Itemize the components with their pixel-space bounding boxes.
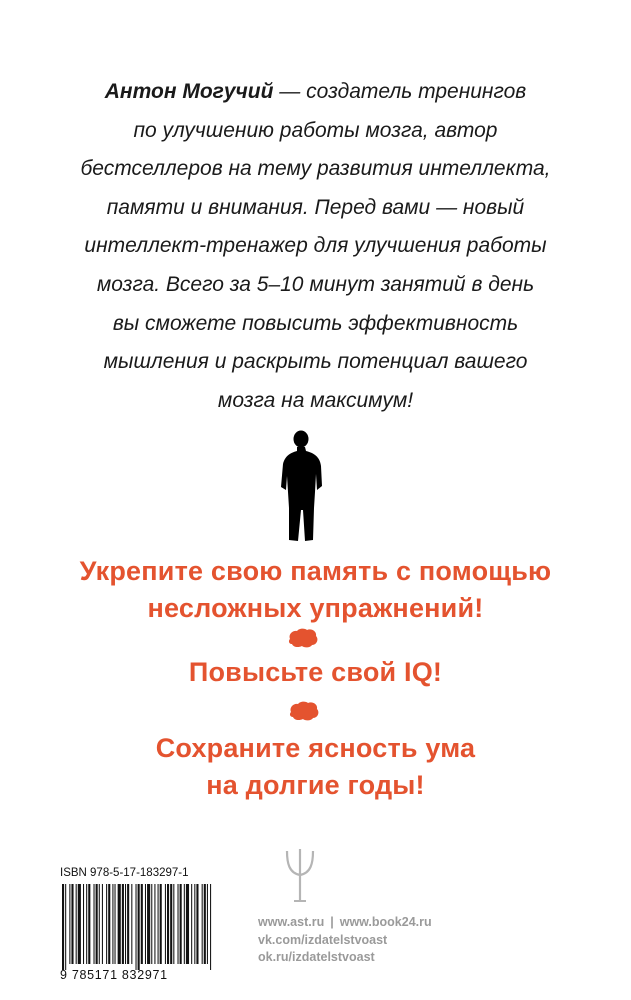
person-silhouette-icon bbox=[270, 430, 330, 542]
publisher-logo-icon bbox=[283, 845, 317, 903]
ean-number: 9 785171 832971 bbox=[60, 968, 168, 982]
link-ok[interactable]: ok.ru/izdatelstvoast bbox=[258, 950, 375, 964]
slogan-clarity: Сохраните ясность ума на долгие годы! bbox=[155, 733, 476, 800]
slogan-iq: Повысьте свой IQ! bbox=[188, 657, 443, 687]
link-vk[interactable]: vk.com/izdatelstvoast bbox=[258, 932, 388, 947]
publisher-links: www.ast.ru | www.book24.ru vk.com/izdatelstvoast ok.ru/izdatelstvoast bbox=[258, 914, 488, 967]
link-book24[interactable]: www.book24.ru bbox=[339, 915, 432, 929]
slogan-memory: Укрепите свою память с помощью несложных упражнений! bbox=[79, 556, 552, 623]
barcode-icon bbox=[60, 884, 216, 970]
author-description: Антон Могучий — создатель тренингов по улучшению работы мозга, автор бестселлеров на тему развития интеллекта, памяти и внимания. Перед вами — новый интеллект-тренажер для улучшения работы мозга. Всего за 5–10 минут занятий в день вы сможете повысить эффективность мышления и раскрыть потенциал вашего мозга на максимум! bbox=[80, 80, 551, 412]
author-name: Антон Могучий bbox=[104, 80, 274, 103]
brain-icon bbox=[287, 700, 321, 722]
link-ast[interactable]: www.ast.ru bbox=[258, 915, 325, 929]
isbn-text: ISBN 978-5-17-183297-1 bbox=[60, 867, 189, 879]
brain-icon bbox=[286, 627, 320, 649]
